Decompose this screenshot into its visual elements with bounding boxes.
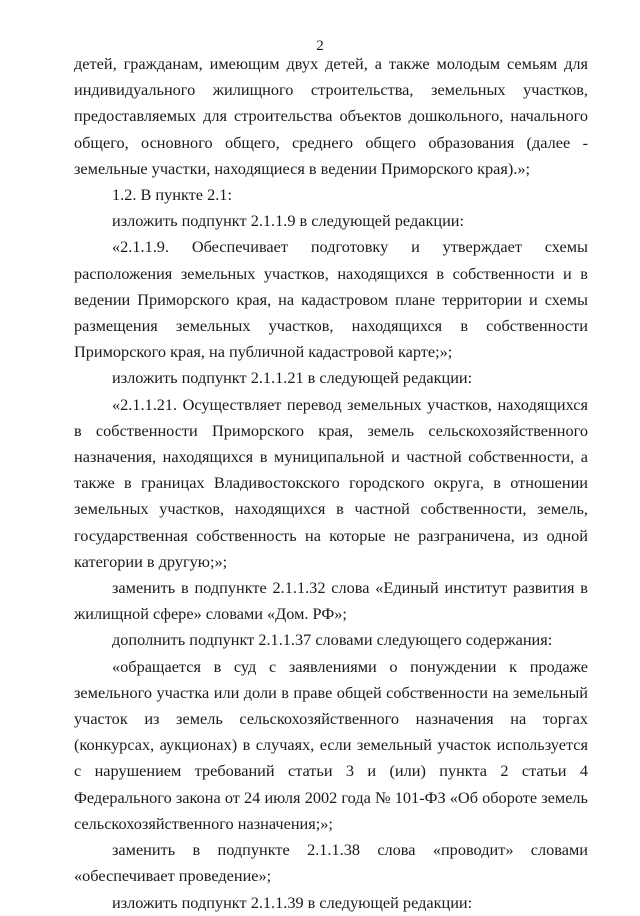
paragraph: изложить подпункт 2.1.1.39 в следующей редакции: <box>112 892 473 912</box>
paragraph: заменить в подпункте 2.1.1.32 слова «Единый институт развития в жилищной сфере» словами «Дом. РФ»; <box>74 578 588 624</box>
paragraph: детей, гражданам, имеющим двух детей, а также молодым семьям для индивидуального жилищного строительства, земельных участков, предоставляемых для строительства объектов дошкольного, начального общего, основного общего, среднего общего образования (далее - земельные участки, находящиеся в ведении Приморского края).»; <box>74 54 588 178</box>
paragraph: «2.1.1.9. Обеспечивает подготовку и утверждает схемы расположения земельных участков, находящихся в собственности и в ведении Приморского края, на кадастровом плане территории и схемы размещения земельных участков, находящихся в собственности Приморского края, на публичной кадастровой карте;»; <box>74 237 588 362</box>
paragraph: дополнить подпункт 2.1.1.37 словами следующего содержания: <box>112 630 553 650</box>
paragraph: 1.2. В пункте 2.1: <box>112 185 232 205</box>
paragraph: «2.1.1.21. Осуществляет перевод земельных участков, находящихся в собственности Приморского края, земель сельскохозяйственного назначения, находящихся в муниципальной и частной собственности, а также в границах Владивостокского городского округа, в отношении земельных участков, находящихся в частной собственности, земель, государственная собственность на которые не разграничена, из одной категории в другую;»; <box>74 394 588 571</box>
paragraph: изложить подпункт 2.1.1.21 в следующей редакции: <box>112 368 473 388</box>
page-number: 2 <box>316 38 324 54</box>
paragraph: заменить в подпункте 2.1.1.38 слова «проводит» словами «обеспечивает проведение»; <box>74 840 588 886</box>
paragraph: изложить подпункт 2.1.1.9 в следующей редакции: <box>112 211 465 231</box>
paragraph: «обращается в суд с заявлениями о понуждении к продаже земельного участка или доли в праве общей собственности на земельный участок из земель сельскохозяйственного назначения на торгах (конкурсах, аукционах) в случаях, если земельный участок используется с нарушением требований статьи 3 и (или) пункта 2 статьи 4 Федерального закона от 24 июля 2002 года № 101-ФЗ «Об обороте земель сельскохозяйственного назначения;»; <box>74 656 588 833</box>
document-body <box>74 51 588 916</box>
